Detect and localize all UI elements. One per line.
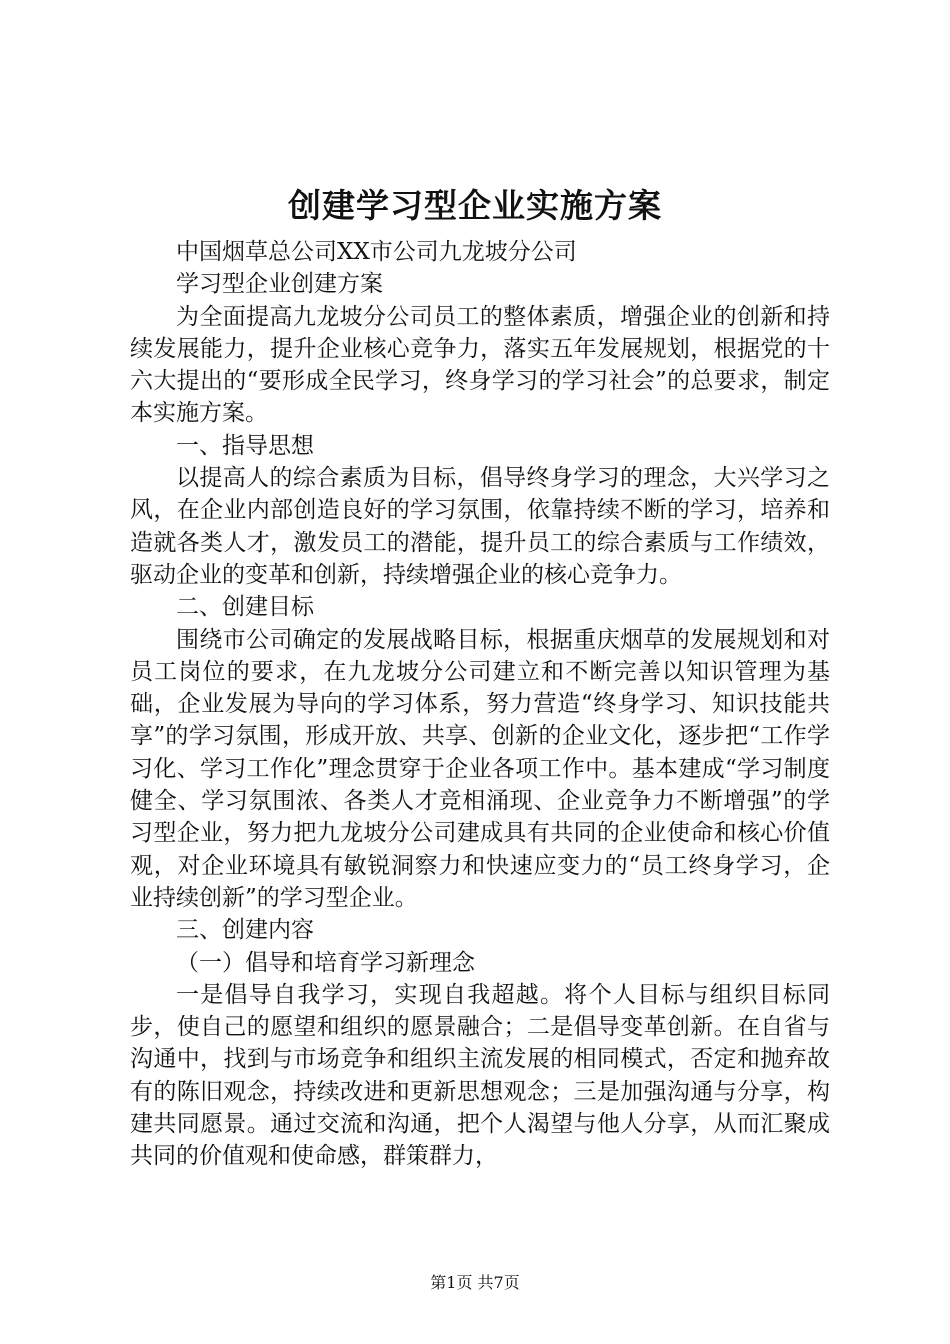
paragraph-goals: 围绕市公司确定的发展战略目标，根据重庆烟草的发展规划和对员工岗位的要求，在九龙坡分公司建立和不断完善以知识管理为基础，企业发展为导向的学习体系，努力营造“终身学习、知识技能共享”的学习氛围，形成开放、共享、创新的企业文化，逐步把“工作学习化、学习工作化”理念贯穿于企业各项工作中。基本建成“学习制度健全、学习氛围浓、各类人才竞相涌现、企业竞争力不断增强”的学习型企业，努力把九龙坡分公司建成具有共同的企业使命和核心价值观，对企业环境具有敏锐洞察力和快速应变力的“员工终身学习，企业持续创新”的学习型企业。 [130,626,830,911]
page-footer: 第1页 共7页 [430,1273,520,1292]
paragraph-intro: 为全面提高九龙坡分公司员工的整体素质，增强企业的创新和持续发展能力，提升企业核心竞争力，落实五年发展规划，根据党的十六大提出的“要形成全民学习，终身学习的学习社会”的总要求，制定本实施方案。 [130,303,830,427]
paragraph-guiding-ideology: 以提高人的综合素质为目标，倡导终身学习的理念，大兴学习之风，在企业内部创造良好的学习氛围，依靠持续不断的学习，培养和造就各类人才，激发员工的潜能，提升员工的综合素质与工作绩效，驱动企业的变革和创新，持续增强企业的核心竞争力。 [130,465,830,588]
paragraph-plan-subtitle: 学习型企业创建方案 [176,271,383,298]
paragraph-company-name: 中国烟草总公司XX市公司九龙坡分公司 [176,239,577,265]
document-title: 创建学习型企业实施方案 [288,186,662,225]
section-heading-guiding-ideology: 一、指导思想 [176,432,314,459]
section-heading-content: 三、创建内容 [176,917,314,944]
subsection-heading-new-concepts: （一）倡导和培育学习新理念 [176,949,475,976]
paragraph-new-concepts: 一是倡导自我学习，实现自我超越。将个人目标与组织目标同步，使自己的愿望和组织的愿景融合；二是倡导变革创新。在自省与沟通中，找到与市场竞争和组织主流发展的相同模式，否定和抛弃故有的陈旧观念，持续改进和更新思想观念；三是加强沟通与分享，构建共同愿景。通过交流和沟通，把个人渴望与他人分享，从而汇聚成共同的价值观和使命感，群策群力， [130,981,830,1170]
document-body [130,236,830,1173]
section-heading-goals: 二、创建目标 [176,594,314,621]
